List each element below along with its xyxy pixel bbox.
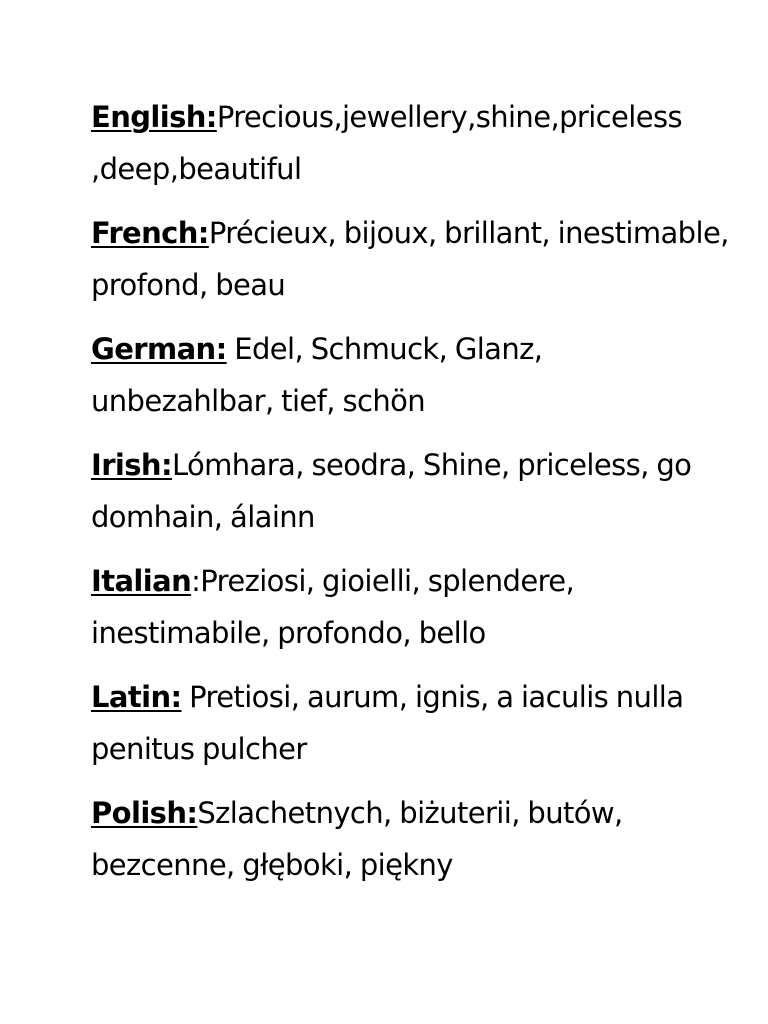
translation-entry-english bbox=[91, 91, 731, 195]
translation-words: Szlachetnych, biżuterii, butów, bezcenne, głęboki, piękny bbox=[91, 796, 623, 882]
translation-entry-latin bbox=[91, 671, 731, 775]
translation-words: Pretiosi, aurum, ignis, a iaculis nulla penitus pulcher bbox=[91, 680, 684, 766]
language-label: Italian bbox=[91, 564, 192, 598]
translation-words: Lómhara, seodra, Shine, priceless, go domhain, álainn bbox=[91, 448, 692, 534]
translation-entry-french bbox=[91, 207, 731, 311]
translation-entry-irish bbox=[91, 439, 731, 543]
language-label: French: bbox=[91, 216, 209, 250]
translation-words: Précieux, bijoux, brillant, inestimable, profond, beau bbox=[91, 216, 729, 302]
translation-words: Edel, Schmuck, Glanz, unbezahlbar, tief, schön bbox=[91, 332, 543, 418]
language-label: Irish: bbox=[91, 448, 172, 482]
label-separator: : bbox=[191, 564, 201, 598]
translation-words: Preziosi, gioielli, splendere, inestimabile, profondo, bello bbox=[91, 564, 575, 650]
translation-entry-polish bbox=[91, 787, 731, 891]
translation-entry-italian bbox=[91, 555, 731, 659]
language-label: Polish: bbox=[91, 796, 198, 830]
language-label: Latin: bbox=[91, 680, 182, 714]
translation-entry-german bbox=[91, 323, 731, 427]
label-separator bbox=[182, 680, 190, 714]
language-label: English: bbox=[91, 100, 217, 134]
language-label: German: bbox=[91, 332, 227, 366]
translation-words: Precious,jewellery,shine,priceless ,deep,beautiful bbox=[91, 100, 682, 186]
